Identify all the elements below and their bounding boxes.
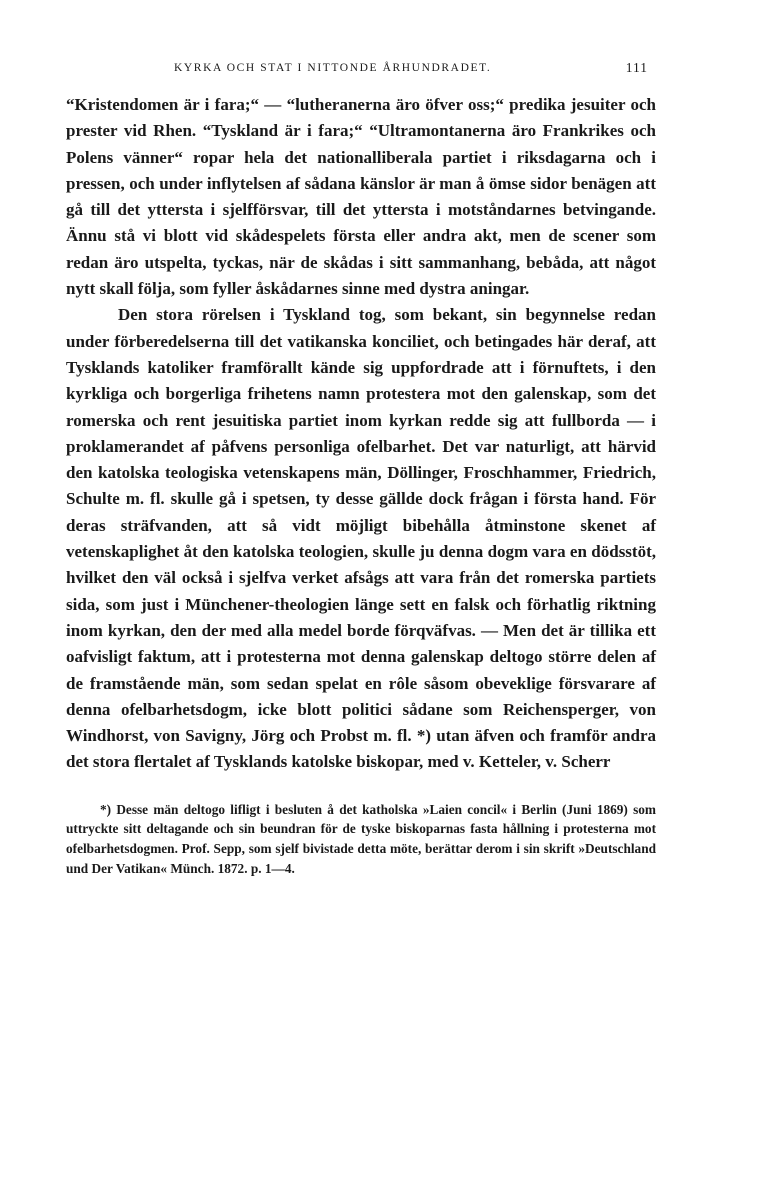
running-head bbox=[66, 60, 656, 82]
body-text bbox=[66, 92, 656, 776]
footnote: *) Desse män deltogo lifligt i besluten å det katholska »Laien concil« i Berlin (Juni 1869) som uttryckte sitt deltagande och sin beundran för de tyske biskoparnas fasta hållning i protesterna mot ofelbarhetsdogmen. Prof. Sepp, som sjelf bivistade detta möte, berättar derom i sin skrift »Deutschland und Der Vatikan« Münch. 1872. p. 1—4. bbox=[66, 801, 656, 876]
page-number: 111 bbox=[625, 60, 648, 75]
running-title: KYRKA OCH STAT I NITTONDE ÅRHUNDRADET. bbox=[174, 62, 492, 74]
book-page bbox=[66, 60, 656, 891]
paragraph: Den stora rörelsen i Tyskland tog, som bekant, sin begynnelse redan under förberedelserna till det vatikanska konciliet, och betingades här deraf, att Tysklands katoliker framförallt kände sig uppfordrade att i förnuftets, i den kyrkliga och borgerliga frihetens namn protestera mot den galenskap, som det romerska och rent jesuitiska partiet inom kyrkan redde sig att fullborda — i proklamerandet af påfvens personliga ofelbarhet. Det var naturligt, att härvid den katolska teologiska vetenskapens män, Döllinger, Froschhammer, Friedrich, Schulte m. fl. skulle gå i spetsen, ty desse gällde dock frågan i första hand. För deras sträfvanden, att så vidt möjligt bibehålla åtminstone skenet af vetenskaplighet åt den katolska teologien, skulle ju denna dogm vara en dödsstöt, hvilket den väl också i sjelfva verket afsågs att vara från det romerska partiets sida, som just i Münchener-theologien länge sett en falsk och förhatlig riktning inom kyrkan, den der med alla medel borde förqväfvas. — Men det är tillika ett oafvisligt faktum, att i protesterna mot denna galenskap deltogo större delen af de framstående män, som sedan spelat en rôle såsom obeveklige försvarare af denna ofelbarhetsdogm, icke blott politici sådane som Reichensperger, von Windhorst, von Savigny, Jörg och Probst m. fl. *) utan äfven och framför andra det stora flertalet af Tysklands katolske biskopar, med v. Ketteler, v. Scherr bbox=[66, 305, 656, 772]
paragraph: “Kristendomen är i fara;“ — “lutheranerna äro öfver oss;“ predika jesuiter och prester vid Rhen. “Tyskland är i fara;“ “Ultramontanerna äro Frankrikes och Polens vänner“ ropar hela det nationalliberala partiet i riksdagarna och i pressen, och under inflytelsen af sådana känslor är man å ömse sidor benägen att gå till det yttersta i sjelfförsvar, till det yttersta i motståndarnes betvingande. Ännu stå vi blott vid skådespelets första eller andra akt, men de scener som redan äro utspelta, tyckas, när de skådas i sitt sammanhang, bebåda, att något nytt skall följa, som fyller åskådarnes sinne med dystra aningar. bbox=[66, 95, 656, 299]
